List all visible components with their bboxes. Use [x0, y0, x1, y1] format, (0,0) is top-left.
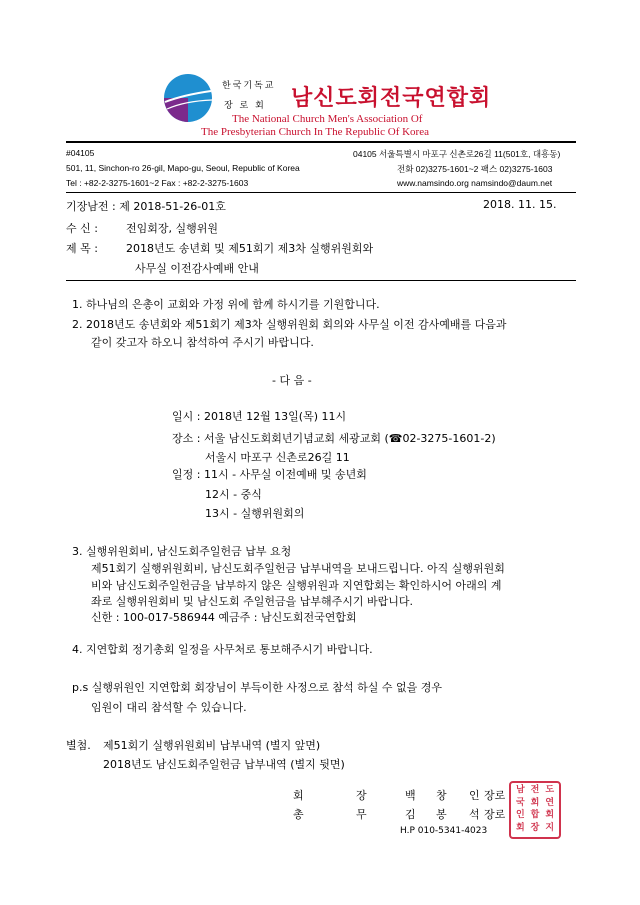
paragraph-3-line-2: 비와 남신도회주일헌금을 납부하지 않은 실행위원과 지연합회는 확인하시어 아래의 계 [91, 579, 502, 592]
header-divider [66, 141, 576, 143]
recipient-label: 수 신 : [66, 222, 98, 235]
sign-row-1-char-3: 백 [405, 789, 416, 802]
paragraph-2-line-2: 같이 갖고자 하오니 참석하여 주시기 바랍니다. [91, 336, 314, 349]
address-en-postcode: #04105 [66, 148, 95, 158]
contact-phone: H.P 010-5341-4023 [400, 826, 488, 836]
address-kr-web: www.namsindo.org namsindo@daum.net [397, 178, 553, 188]
org-name: 남신도회전국연합회 [291, 85, 492, 111]
event-date: 일시 : 2018년 12월 13일(목) 11시 [172, 410, 347, 423]
seal-char: 인 [515, 810, 525, 820]
address-divider [66, 192, 576, 193]
sign-row-2-char-3: 김 [405, 808, 416, 821]
paragraph-1: 1. 하나님의 은총이 교회와 가정 위에 함께 하시기를 기원합니다. [72, 298, 380, 311]
sign-row-1-char-4: 창 [436, 789, 447, 802]
paragraph-4: 4. 지연합회 정기총회 일정을 사무처로 통보해주시기 바랍니다. [72, 643, 373, 656]
event-address: 서울시 마포구 신촌로26길 11 [205, 451, 350, 464]
event-place: 장소 : 서울 남신도회회년기념교회 세광교회 (☎02-3275-1601-2) [172, 432, 496, 445]
postscript-line-2: 임원이 대리 참석할 수 있습니다. [91, 701, 247, 714]
sign-row-1-char-2: 장 [356, 789, 367, 802]
postscript-line-1: p.s 실행위원인 지연합회 회장님이 부득이한 사정으로 참석 하실 수 없을 경우 [72, 681, 442, 694]
org-english-name-2: The Presbyterian Church In The Republic Of Korea [201, 126, 429, 138]
seal-char: 지 [545, 822, 555, 833]
seal-char: 남 [515, 785, 525, 795]
attachment-item-2: 2018년도 남신도회주일헌금 납부내역 (별지 뒷면) [103, 758, 345, 771]
paragraph-3-title: 3. 실행위원회비, 남신도회주일헌금 납부 요청 [72, 545, 292, 558]
bank-account: 신한 : 100-017-586944 예금주 : 남신도회전국연합회 [91, 611, 357, 624]
paragraph-3-line-3: 좌로 실행위원회비 및 남신도회 주일헌금을 납부해주시기 바랍니다. [91, 595, 414, 608]
sign-row-2-char-5: 석 [469, 808, 480, 821]
seal-char: 국 [515, 797, 525, 808]
org-type-label-2: 장 로 회 [224, 101, 266, 111]
seal-char: 전 [530, 785, 540, 795]
sign-row-2-char-4: 봉 [436, 808, 447, 821]
org-type-label-1: 한국기독교 [222, 81, 276, 91]
sign-row-2-title: 장로 [484, 808, 506, 821]
seal-char: 도 [545, 785, 555, 795]
sign-row-2-char-1: 총 [293, 808, 304, 821]
seal-char: 회 [530, 797, 540, 808]
meta-divider [66, 280, 576, 281]
attachment-item-1: 제51회기 실행위원회비 납부내역 (별지 앞면) [103, 739, 321, 752]
attachment-label: 별첨. [66, 739, 91, 752]
seal-char: 회 [515, 822, 525, 833]
sign-row-2-char-2: 무 [356, 808, 367, 821]
address-en-street: 501, 11, Sinchon-ro 26-gil, Mapo-gu, Seoul, Republic of Korea [66, 163, 300, 173]
recipient-value: 전임회장, 실행위원 [126, 222, 219, 235]
sign-row-1-title: 장로 [484, 789, 506, 802]
sign-row-1-char-5: 인 [469, 789, 480, 802]
sign-row-1-char-1: 회 [293, 789, 304, 802]
schedule-item-3: 13시 - 실행위원회의 [205, 507, 305, 520]
address-kr-phone: 전화 02)3275-1601~2 팩스 02)3275-1603 [397, 164, 553, 174]
official-seal-stamp [509, 781, 561, 839]
paragraph-3-line-1: 제51회기 실행위원회비, 남신도회주일헌금 납부내역을 보내드립니다. 아직 실행위원회 [91, 562, 505, 575]
document-date: 2018. 11. 15. [483, 198, 557, 211]
paragraph-2-line-1: 2. 2018년도 송년회와 제51회기 제3차 실행위원회 회의와 사무실 이전 감사예배를 다음과 [72, 318, 507, 331]
seal-char: 장 [530, 822, 540, 833]
seal-char: 회 [545, 810, 555, 820]
org-english-name-1: The National Church Men's Association Of [232, 113, 423, 125]
globe-cross-logo-icon [163, 73, 213, 123]
seal-char: 합 [530, 810, 540, 820]
schedule-item-1: 일정 : 11시 - 사무실 이전예배 및 송년회 [172, 468, 367, 481]
notice-title: - 다 음 - [272, 374, 312, 387]
subject-label: 제 목 : [66, 242, 98, 255]
seal-char: 연 [545, 797, 555, 808]
schedule-item-2: 12시 - 중식 [205, 488, 262, 501]
subject-line-2: 사무실 이전감사예배 안내 [135, 262, 259, 275]
subject-line-1: 2018년도 송년회 및 제51회기 제3차 실행위원회와 [126, 242, 374, 255]
address-en-phone: Tel : +82-2-3275-1601~2 Fax : +82-2-3275-1603 [66, 178, 249, 188]
document-number: 기장남전 : 제 2018-51-26-01호 [66, 200, 226, 213]
address-kr-street: 04105 서울특별시 마포구 신촌로26길 11(501호, 대흥동) [353, 149, 561, 159]
